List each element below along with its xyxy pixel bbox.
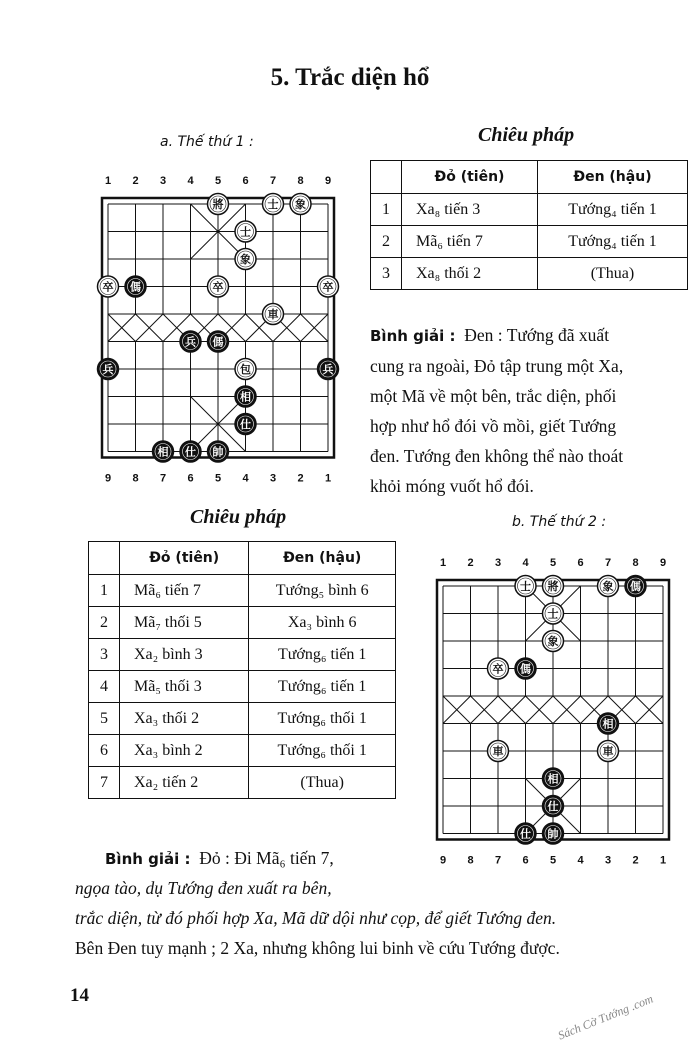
move-number: 3 (89, 639, 120, 671)
chess-piece-red (515, 823, 536, 844)
piece-glyph: 相 (602, 718, 614, 731)
table-b-heading: Chiêu pháp (190, 506, 287, 528)
piece-glyph: 卒 (322, 281, 334, 294)
chess-piece-black (208, 276, 229, 297)
file-number-bottom: 7 (159, 472, 167, 485)
piece-glyph: 將 (547, 581, 559, 593)
red-move: Xa₃ thối 2 (120, 703, 249, 735)
piece-glyph: 相 (240, 391, 251, 404)
commentary-b-line: trắc diện, từ đó phối hợp Xa, Mã dữ dội như cọp, để giết Tướng đen. (75, 908, 557, 928)
red-move: Mã₇ thối 5 (120, 607, 249, 639)
watermark-text: Sách Cờ Tướng .com (555, 991, 656, 1043)
black-move: (Thua) (249, 767, 396, 799)
chess-piece-red (125, 276, 146, 297)
file-number-bottom: 3 (269, 472, 277, 485)
commentary-a (370, 320, 695, 501)
file-number-top: 8 (632, 557, 639, 569)
piece-glyph: 相 (547, 773, 559, 786)
file-number-bottom: 7 (494, 854, 502, 867)
file-number-bottom: 8 (467, 854, 474, 867)
file-number-top: 7 (604, 557, 612, 569)
commentary-b-block1 (105, 843, 405, 874)
file-number-top: 8 (297, 175, 304, 187)
chess-piece-red (98, 359, 119, 380)
chess-piece-black (543, 576, 564, 597)
col-red: Đỏ (tiên) (402, 161, 538, 194)
chess-piece-black (543, 603, 564, 624)
move-number: 5 (89, 703, 120, 735)
move-number: 2 (371, 226, 402, 258)
piece-glyph: 卒 (102, 281, 114, 294)
piece-glyph: 帥 (212, 446, 224, 459)
black-move: (Thua) (537, 258, 687, 290)
black-move: Tướng₄ tiến 1 (537, 194, 687, 226)
moves-table-b (88, 541, 396, 799)
red-move: Xa₂ bình 3 (120, 639, 249, 671)
chess-piece-black (235, 221, 256, 242)
piece-glyph: 兵 (102, 364, 114, 376)
file-number-bottom: 3 (604, 854, 612, 867)
black-move: Tướng₆ tiến 1 (249, 639, 396, 671)
chess-piece-red (180, 441, 201, 462)
file-number-top: 6 (577, 557, 584, 569)
file-number-bottom: 1 (324, 472, 332, 485)
piece-glyph: 卒 (212, 281, 224, 294)
commentary-a-line: hợp như hổ đói vồ mồi, giết Tướng (370, 416, 617, 436)
red-move: Xa₃ bình 2 (120, 735, 249, 767)
piece-glyph: 士 (240, 226, 251, 239)
chess-piece-black (98, 276, 119, 297)
move-number: 7 (89, 767, 120, 799)
chess-piece-black (488, 658, 509, 679)
chess-board-b (425, 550, 680, 870)
red-move: Mã₅ thối 3 (120, 671, 249, 703)
file-number-top: 3 (494, 557, 502, 569)
black-move: Tướng₆ tiến 1 (249, 671, 396, 703)
chess-piece-black (290, 194, 311, 215)
piece-glyph: 仕 (547, 801, 559, 813)
red-move: Xa₈ tiến 3 (402, 194, 538, 226)
piece-glyph: 包 (240, 364, 251, 376)
file-number-bottom: 1 (659, 854, 667, 867)
red-move: Xa₂ tiến 2 (120, 767, 249, 799)
page-number: 14 (70, 985, 89, 1006)
commentary-b-lead: Bình giải : (105, 850, 191, 868)
commentary-a-line: đen. Tướng đen không thể nào thoát (370, 446, 624, 466)
black-move: Tướng₄ tiến 1 (537, 226, 687, 258)
file-number-bottom: 6 (187, 472, 194, 485)
piece-glyph: 兵 (322, 364, 334, 376)
piece-glyph: 士 (520, 581, 531, 593)
file-number-bottom: 5 (214, 472, 222, 485)
move-row (371, 194, 688, 226)
chess-piece-red (153, 441, 174, 462)
piece-glyph: 象 (240, 254, 251, 266)
chess-piece-black (263, 304, 284, 325)
chess-piece-black (543, 631, 564, 652)
piece-glyph: 仕 (520, 828, 531, 841)
chess-piece-red (543, 768, 564, 789)
move-row (89, 671, 396, 703)
file-number-top: 2 (467, 557, 474, 569)
red-move: Mã₆ tiến 7 (120, 575, 249, 607)
col-black: Đen (hậu) (537, 161, 687, 194)
red-move: Mã₆ tiến 7 (402, 226, 538, 258)
move-number: 4 (89, 671, 120, 703)
piece-glyph: 士 (547, 608, 559, 621)
chess-piece-black (235, 359, 256, 380)
piece-glyph: 相 (157, 446, 169, 459)
chess-piece-red (235, 414, 256, 435)
col-num (89, 542, 120, 575)
move-row (89, 639, 396, 671)
piece-glyph: 傌 (520, 663, 531, 676)
col-red: Đỏ (tiên) (120, 542, 249, 575)
piece-glyph: 仕 (240, 419, 251, 431)
piece-glyph: 傌 (212, 336, 224, 349)
page-title: 5. Trắc diện hổ (270, 64, 430, 91)
piece-glyph: 傌 (630, 581, 641, 593)
file-number-bottom: 2 (632, 854, 639, 867)
file-number-top: 7 (269, 175, 277, 187)
move-row (371, 226, 688, 258)
file-number-top: 9 (324, 175, 332, 187)
file-number-bottom: 8 (132, 472, 139, 485)
col-num (371, 161, 402, 194)
move-number: 6 (89, 735, 120, 767)
piece-glyph: 車 (602, 746, 614, 758)
chess-board-a (90, 168, 345, 488)
chess-piece-red (515, 658, 536, 679)
red-move: Xa₈ thối 2 (402, 258, 538, 290)
move-row (89, 767, 396, 799)
chess-piece-black (598, 576, 619, 597)
figure-b-caption: b. Thế thứ 2 : (512, 514, 607, 530)
chess-piece-red (180, 331, 201, 352)
move-number: 1 (89, 575, 120, 607)
commentary-a-line: cung ra ngoài, Đỏ tập trung một Xa, (370, 356, 624, 376)
chess-piece-black (598, 741, 619, 762)
chess-piece-red (208, 331, 229, 352)
file-number-top: 2 (132, 175, 139, 187)
piece-glyph: 仕 (185, 446, 196, 459)
file-number-top: 1 (439, 557, 447, 569)
commentary-a-line: khỏi móng vuốt hổ đói. (370, 476, 534, 496)
chess-piece-black (208, 194, 229, 215)
file-number-top: 6 (242, 175, 249, 187)
move-row (371, 258, 688, 290)
file-number-bottom: 9 (104, 472, 112, 485)
chess-piece-red (543, 796, 564, 817)
chess-piece-black (318, 276, 339, 297)
chess-piece-black (488, 741, 509, 762)
commentary-a-line: Đen : Tướng đã xuất (464, 325, 610, 345)
move-row (89, 735, 396, 767)
commentary-b-line: Đỏ : Đi Mã₆ tiến 7, (199, 848, 334, 868)
file-number-top: 1 (104, 175, 112, 187)
file-number-top: 3 (159, 175, 167, 187)
move-row (89, 575, 396, 607)
figure-a-caption: a. Thế thứ 1 : (160, 134, 254, 150)
chess-piece-red (598, 713, 619, 734)
piece-glyph: 傌 (130, 281, 141, 294)
piece-glyph: 帥 (547, 828, 559, 841)
move-number: 1 (371, 194, 402, 226)
file-number-top: 5 (549, 557, 557, 569)
black-move: Tướng₅ bình 6 (249, 575, 396, 607)
piece-glyph: 車 (267, 309, 279, 321)
commentary-a-line: một Mã về một bên, trắc diện, phối (370, 386, 617, 406)
chess-piece-black (235, 249, 256, 270)
col-black: Đen (hậu) (249, 542, 396, 575)
piece-glyph: 象 (602, 581, 614, 593)
move-number: 2 (89, 607, 120, 639)
chess-piece-red (208, 441, 229, 462)
file-number-bottom: 6 (522, 854, 529, 867)
move-row (89, 607, 396, 639)
file-number-bottom: 2 (297, 472, 304, 485)
move-number: 3 (371, 258, 402, 290)
chess-piece-black (515, 576, 536, 597)
piece-glyph: 兵 (185, 336, 196, 349)
commentary-b-line: ngọa tào, dụ Tướng đen xuất ra bên, (75, 878, 332, 898)
black-move: Tướng₆ thối 1 (249, 703, 396, 735)
commentary-a-lead: Bình giải : (370, 327, 456, 345)
piece-glyph: 象 (547, 636, 559, 648)
file-number-bottom: 4 (242, 472, 249, 485)
file-number-top: 5 (214, 175, 222, 187)
chess-piece-red (543, 823, 564, 844)
file-number-top: 4 (187, 175, 194, 187)
move-row (89, 703, 396, 735)
black-move: Tướng₆ thối 1 (249, 735, 396, 767)
piece-glyph: 象 (295, 199, 306, 211)
table-a-heading: Chiêu pháp (478, 124, 575, 146)
file-number-top: 4 (522, 557, 529, 569)
chess-piece-red (235, 386, 256, 407)
file-number-bottom: 5 (549, 854, 557, 867)
file-number-bottom: 9 (439, 854, 447, 867)
piece-glyph: 將 (212, 199, 224, 211)
file-number-top: 9 (659, 557, 667, 569)
commentary-b-line: Bên Đen tuy mạnh ; 2 Xa, nhưng không lui binh về cứu Tướng được. (75, 938, 560, 958)
moves-table-a (370, 160, 688, 290)
piece-glyph: 士 (267, 199, 279, 211)
piece-glyph: 卒 (492, 663, 504, 676)
chess-piece-black (263, 194, 284, 215)
file-number-bottom: 4 (577, 854, 584, 867)
black-move: Xa₃ bình 6 (249, 607, 396, 639)
chess-piece-red (625, 576, 646, 597)
chess-piece-red (318, 359, 339, 380)
piece-glyph: 車 (492, 746, 504, 758)
